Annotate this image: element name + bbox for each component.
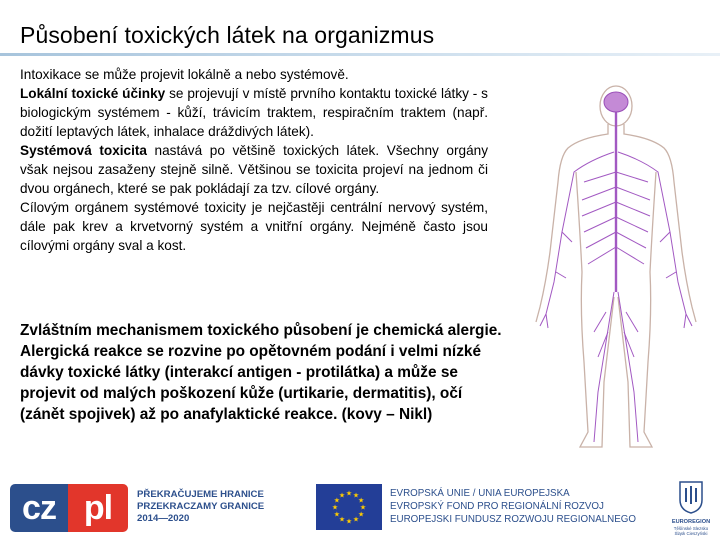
eu-star-icon: ★ [352, 492, 360, 500]
eu-star-icon: ★ [357, 497, 365, 505]
local-text: se projevují v místě prvního kontaktu toxické látky - s biologickým systémem - kůží, trávicím traktem, respiračním traktem (např. dožití leptavých látek, inhalace dráždivých látek). [20, 86, 488, 139]
eu-star-icon: ★ [345, 518, 353, 526]
eu-star-icon: ★ [345, 490, 353, 498]
eu-star-icon: ★ [359, 504, 367, 512]
euroregion-logo [664, 480, 718, 538]
body-text [20, 65, 488, 255]
czpl-logo-pl: pl [68, 484, 128, 532]
systemic-paragraph [20, 141, 488, 198]
eu-star-icon: ★ [338, 516, 346, 524]
euroregion-sub: Śląsk Cieszyński [674, 531, 708, 536]
czpl-logo-cz: cz [10, 484, 68, 532]
page-title: Působení toxických látek na organizmus [20, 22, 435, 48]
euroregion-sub: Těšínské Slezsko [673, 526, 709, 531]
title-divider [0, 53, 720, 56]
intro-paragraph: Intoxikace se může projevit lokálně a nebo systémově. [20, 67, 349, 82]
eu-star-icon: ★ [333, 497, 341, 505]
eu-stars [316, 484, 382, 530]
programme-line: PRZEKRACZAMY GRANICE [137, 501, 265, 512]
eu-star-icon: ★ [352, 516, 360, 524]
eu-line: EVROPSKÝ FOND PRO REGIONÁLNÍ ROZVOJ [390, 501, 604, 512]
systemic-label: Systémová toxicita [20, 143, 147, 158]
brain-icon [604, 92, 628, 112]
systemic-text: nastává po většině toxických látek. Všechny orgány však nejsou zasaženy stejně silně. Většinou se toxicita projeví na jednom či dvou orgánech, které se pak pokládají za tzv. cílové orgány. [20, 143, 488, 196]
allergy-paragraph: Zvláštním mechanismem toxického působení je chemická alergie. Alergická reakce se rozvine po opětovném podání i velmi nízké dávky toxické látky (interakcí antigen - protilátka) a může se projevit od malých poškození kůže (urtikarie, dermatitis), očí (zánět spojivek) až po anafylaktické reakce. (kovy – Nikl) [20, 322, 502, 423]
eu-line: EUROPEJSKI FUNDUSZ ROZWOJU REGIONALNEGO [390, 514, 637, 525]
euroregion-crest-icon [676, 480, 706, 514]
eu-flag-icon [316, 484, 382, 530]
programme-line: 2014—2020 [137, 513, 190, 524]
nervous-system-illustration [510, 82, 720, 462]
czpl-logo [10, 484, 128, 532]
local-paragraph [20, 84, 488, 141]
nervous-system-figure [510, 82, 720, 462]
nerve-lines [540, 110, 692, 442]
eu-star-icon: ★ [331, 504, 339, 512]
eu-star-icon: ★ [333, 511, 341, 519]
local-label: Lokální toxické účinky [20, 86, 166, 101]
programme-text [137, 489, 264, 525]
eu-star-icon: ★ [357, 511, 365, 519]
eu-line: EVROPSKÁ UNIE / UNIA EUROPEJSKA [390, 488, 570, 499]
euroregion-name: EUROREGION [671, 519, 711, 525]
eu-star-icon: ★ [338, 492, 346, 500]
target-paragraph: Cílovým orgánem systémové toxicity je nejčastěji centrální nervový systém, dále pak krev a krvetvorný systém a vnitřní orgány. Nejméně často jsou cílovými orgány sval a kost. [20, 200, 488, 253]
programme-line: PŘEKRAČUJEME HRANICE [137, 489, 264, 500]
eu-text [390, 487, 636, 526]
footer-logos [0, 478, 720, 540]
